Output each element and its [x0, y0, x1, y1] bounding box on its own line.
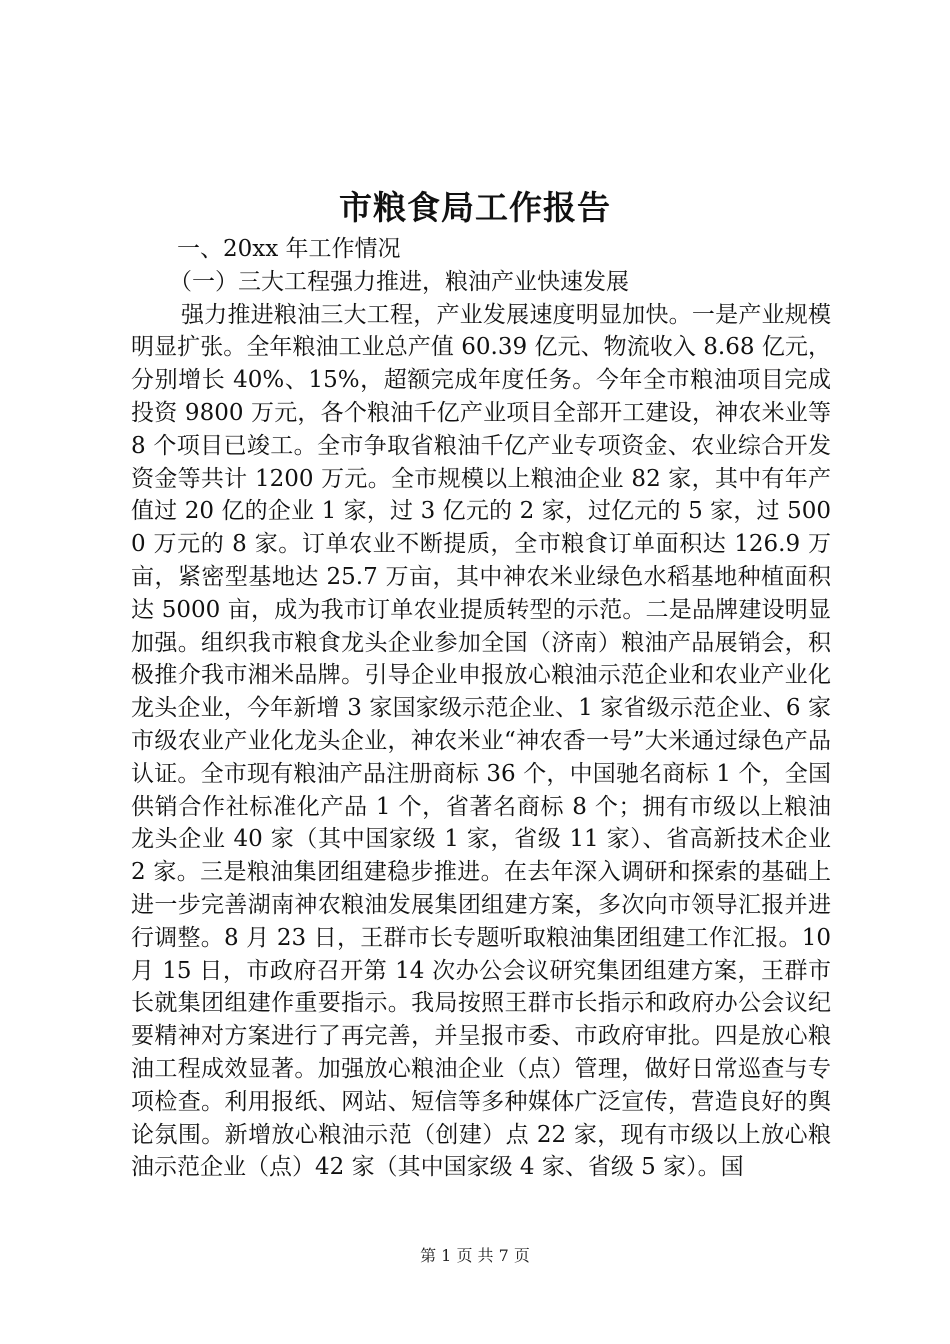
- document-title: 市粮食局工作报告: [339, 188, 611, 227]
- subsection-heading: （一）三大工程强力推进，粮油产业快速发展: [169, 268, 629, 295]
- document-body: [131, 233, 831, 1184]
- body-paragraph: 强力推进粮油三大工程，产业发展速度明显加快。一是产业规模明显扩张。全年粮油工业总产值 60.39 亿元、物流收入 8.68 亿元，分别增长 40%、15%，超额完成年度任务。今年全市粮油项目完成投资 9800 万元，各个粮油千亿产业项目全部开工建设，神农米业等 8 个项目已竣工。全市争取省粮油千亿产业专项资金、农业综合开发资金等共计 1200 万元。全市规模以上粮油企业 82 家，其中有年产值过 20 亿的企业 1 家，过 3 亿元的 2 家，过亿元的 5 家，过 5000 万元的 8 家。订单农业不断提质，全市粮食订单面积达 126.9 万亩，紧密型基地达 25.7 万亩，其中神农米业绿色水稻基地种植面积达 5000 亩，成为我市订单农业提质转型的示范。二是品牌建设明显加强。组织我市粮食龙头企业参加全国（济南）粮油产品展销会，积极推介我市湘米品牌。引导企业申报放心粮油示范企业和农业产业化龙头企业，今年新增 3 家国家级示范企业、1 家省级示范企业、6 家市级农业产业化龙头企业，神农米业“神农香一号”大米通过绿色产品认证。全市现有粮油产品注册商标 36 个，中国驰名商标 1 个，全国供销合作社标准化产品 1 个，省著名商标 8 个；拥有市级以上粮油龙头企业 40 家（其中国家级 1 家，省级 11 家）、省高新技术企业 2 家。三是粮油集团组建稳步推进。在去年深入调研和探索的基础上进一步完善湖南神农粮油发展集团组建方案，多次向市领导汇报并进行调整。8 月 23 日，王群市长专题听取粮油集团组建工作汇报。10 月 15 日，市政府召开第 14 次办公会议研究集团组建方案，王群市长就集团组建作重要指示。我局按照王群市长指示和政府办公会议纪要精神对方案进行了再完善，并呈报市委、市政府审批。四是放心粮油工程成效显著。加强放心粮油企业（点）管理，做好日常巡查与专项检查。利用报纸、网站、短信等多种媒体广泛宣传，营造良好的舆论氛围。新增放心粮油示范（创建）点 22 家，现有市级以上放心粮油示范企业（点）42 家（其中国家级 4 家、省级 5 家）。国: [131, 301, 831, 1181]
- page-footer: 第 1 页 共 7 页: [420, 1246, 530, 1265]
- section-heading: 一、20xx 年工作情况: [177, 236, 401, 262]
